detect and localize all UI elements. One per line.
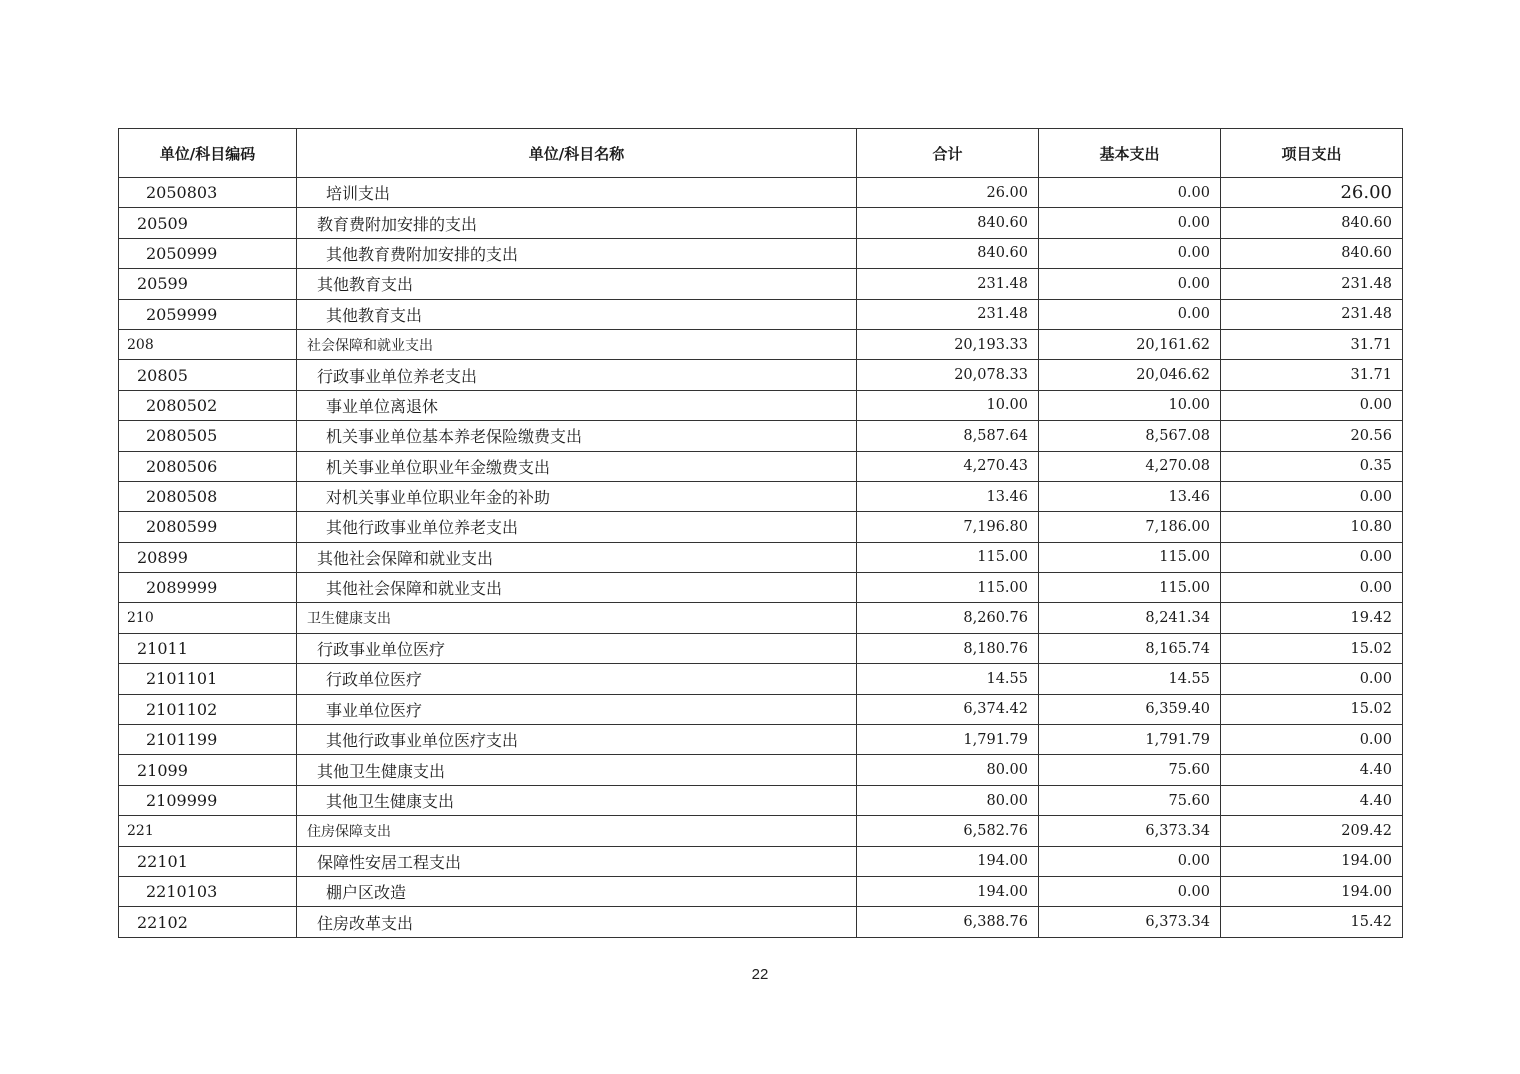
row-project: 15.02 [1221, 694, 1403, 724]
table-row [119, 603, 1403, 633]
row-total: 194.00 [857, 846, 1039, 876]
table-row [119, 694, 1403, 724]
row-basic: 0.00 [1039, 238, 1221, 268]
row-total: 26.00 [857, 178, 1039, 208]
row-project: 840.60 [1221, 208, 1403, 238]
row-code: 20599 [119, 269, 297, 299]
row-code: 210 [119, 603, 297, 633]
table-row [119, 269, 1403, 299]
row-total: 20,078.33 [857, 360, 1039, 390]
row-code: 2109999 [119, 785, 297, 815]
header-basic: 基本支出 [1039, 129, 1221, 178]
table-row [119, 876, 1403, 906]
row-basic: 4,270.08 [1039, 451, 1221, 481]
page-number: 22 [751, 966, 769, 983]
row-project: 0.00 [1221, 573, 1403, 603]
row-basic: 10.00 [1039, 390, 1221, 420]
row-total: 6,388.76 [857, 907, 1039, 937]
table-row [119, 329, 1403, 359]
row-total: 4,270.43 [857, 451, 1039, 481]
row-basic: 115.00 [1039, 573, 1221, 603]
table-row [119, 664, 1403, 694]
row-basic: 6,373.34 [1039, 816, 1221, 846]
row-name: 卫生健康支出 [297, 603, 857, 633]
row-code: 2080505 [119, 421, 297, 451]
row-project: 0.00 [1221, 481, 1403, 511]
table-row [119, 725, 1403, 755]
row-name: 住房改革支出 [297, 907, 857, 937]
row-project: 0.00 [1221, 725, 1403, 755]
table-row [119, 238, 1403, 268]
table-row [119, 299, 1403, 329]
row-project: 0.00 [1221, 390, 1403, 420]
row-code: 2050803 [119, 178, 297, 208]
table-row [119, 208, 1403, 238]
expenditure-table [118, 128, 1403, 938]
row-project: 4.40 [1221, 785, 1403, 815]
row-name: 其他行政事业单位医疗支出 [297, 725, 857, 755]
row-code: 2059999 [119, 299, 297, 329]
row-name: 社会保障和就业支出 [297, 329, 857, 359]
table-row [119, 785, 1403, 815]
row-basic: 13.46 [1039, 481, 1221, 511]
row-basic: 8,165.74 [1039, 633, 1221, 663]
row-name: 机关事业单位基本养老保险缴费支出 [297, 421, 857, 451]
row-total: 80.00 [857, 755, 1039, 785]
row-project: 10.80 [1221, 512, 1403, 542]
row-code: 2080502 [119, 390, 297, 420]
row-project: 15.42 [1221, 907, 1403, 937]
row-project: 209.42 [1221, 816, 1403, 846]
row-code: 2101101 [119, 664, 297, 694]
header-total: 合计 [857, 129, 1039, 178]
table-header-row [119, 129, 1403, 178]
row-code: 21011 [119, 633, 297, 663]
header-project: 项目支出 [1221, 129, 1403, 178]
row-name: 保障性安居工程支出 [297, 846, 857, 876]
table-row [119, 907, 1403, 937]
row-name: 其他教育支出 [297, 299, 857, 329]
row-name: 其他卫生健康支出 [297, 785, 857, 815]
row-name: 对机关事业单位职业年金的补助 [297, 481, 857, 511]
row-name: 其他社会保障和就业支出 [297, 573, 857, 603]
row-code: 2210103 [119, 876, 297, 906]
row-basic: 0.00 [1039, 269, 1221, 299]
row-code: 20899 [119, 542, 297, 572]
row-total: 8,180.76 [857, 633, 1039, 663]
row-project: 19.42 [1221, 603, 1403, 633]
row-name: 其他社会保障和就业支出 [297, 542, 857, 572]
row-code: 208 [119, 329, 297, 359]
row-code: 2080599 [119, 512, 297, 542]
row-basic: 14.55 [1039, 664, 1221, 694]
row-project: 26.00 [1221, 178, 1403, 208]
row-project: 0.35 [1221, 451, 1403, 481]
table-row [119, 360, 1403, 390]
row-basic: 6,373.34 [1039, 907, 1221, 937]
table-row [119, 846, 1403, 876]
table-row [119, 178, 1403, 208]
row-total: 231.48 [857, 299, 1039, 329]
row-code: 2080508 [119, 481, 297, 511]
row-basic: 7,186.00 [1039, 512, 1221, 542]
table-row [119, 481, 1403, 511]
row-name: 棚户区改造 [297, 876, 857, 906]
row-project: 231.48 [1221, 299, 1403, 329]
row-code: 2101102 [119, 694, 297, 724]
table-row [119, 573, 1403, 603]
row-name: 其他教育费附加安排的支出 [297, 238, 857, 268]
row-name: 行政事业单位养老支出 [297, 360, 857, 390]
row-basic: 115.00 [1039, 542, 1221, 572]
row-name: 其他行政事业单位养老支出 [297, 512, 857, 542]
row-name: 教育费附加安排的支出 [297, 208, 857, 238]
table-row [119, 390, 1403, 420]
row-basic: 20,046.62 [1039, 360, 1221, 390]
row-total: 115.00 [857, 573, 1039, 603]
row-basic: 75.60 [1039, 785, 1221, 815]
table-row [119, 542, 1403, 572]
row-code: 21099 [119, 755, 297, 785]
row-total: 20,193.33 [857, 329, 1039, 359]
row-project: 840.60 [1221, 238, 1403, 268]
row-total: 8,587.64 [857, 421, 1039, 451]
row-total: 7,196.80 [857, 512, 1039, 542]
row-project: 31.71 [1221, 360, 1403, 390]
table-row [119, 633, 1403, 663]
row-code: 20509 [119, 208, 297, 238]
table-row [119, 451, 1403, 481]
row-code: 22102 [119, 907, 297, 937]
row-total: 6,374.42 [857, 694, 1039, 724]
header-code: 单位/科目编码 [119, 129, 297, 178]
row-project: 0.00 [1221, 664, 1403, 694]
row-total: 14.55 [857, 664, 1039, 694]
table-row [119, 755, 1403, 785]
row-basic: 0.00 [1039, 876, 1221, 906]
row-name: 培训支出 [297, 178, 857, 208]
row-code: 221 [119, 816, 297, 846]
row-basic: 0.00 [1039, 178, 1221, 208]
row-total: 194.00 [857, 876, 1039, 906]
row-project: 4.40 [1221, 755, 1403, 785]
row-code: 20805 [119, 360, 297, 390]
row-basic: 0.00 [1039, 208, 1221, 238]
row-total: 6,582.76 [857, 816, 1039, 846]
row-total: 1,791.79 [857, 725, 1039, 755]
row-name: 其他卫生健康支出 [297, 755, 857, 785]
row-name: 事业单位离退休 [297, 390, 857, 420]
row-total: 840.60 [857, 208, 1039, 238]
row-basic: 6,359.40 [1039, 694, 1221, 724]
row-basic: 0.00 [1039, 846, 1221, 876]
row-total: 115.00 [857, 542, 1039, 572]
row-name: 其他教育支出 [297, 269, 857, 299]
row-project: 194.00 [1221, 876, 1403, 906]
row-name: 事业单位医疗 [297, 694, 857, 724]
row-name: 住房保障支出 [297, 816, 857, 846]
row-code: 2089999 [119, 573, 297, 603]
row-total: 10.00 [857, 390, 1039, 420]
row-basic: 8,241.34 [1039, 603, 1221, 633]
row-total: 231.48 [857, 269, 1039, 299]
row-basic: 1,791.79 [1039, 725, 1221, 755]
row-total: 840.60 [857, 238, 1039, 268]
row-basic: 75.60 [1039, 755, 1221, 785]
table-body [119, 178, 1403, 938]
row-code: 2050999 [119, 238, 297, 268]
row-code: 2101199 [119, 725, 297, 755]
row-name: 行政事业单位医疗 [297, 633, 857, 663]
row-code: 2080506 [119, 451, 297, 481]
row-basic: 8,567.08 [1039, 421, 1221, 451]
row-project: 0.00 [1221, 542, 1403, 572]
row-project: 15.02 [1221, 633, 1403, 663]
table-row [119, 421, 1403, 451]
row-name: 机关事业单位职业年金缴费支出 [297, 451, 857, 481]
row-total: 8,260.76 [857, 603, 1039, 633]
row-name: 行政单位医疗 [297, 664, 857, 694]
row-project: 31.71 [1221, 329, 1403, 359]
header-name: 单位/科目名称 [297, 129, 857, 178]
row-basic: 0.00 [1039, 299, 1221, 329]
row-total: 80.00 [857, 785, 1039, 815]
table-row [119, 512, 1403, 542]
row-basic: 20,161.62 [1039, 329, 1221, 359]
row-total: 13.46 [857, 481, 1039, 511]
row-project: 194.00 [1221, 846, 1403, 876]
table-row [119, 816, 1403, 846]
row-project: 231.48 [1221, 269, 1403, 299]
row-code: 22101 [119, 846, 297, 876]
row-project: 20.56 [1221, 421, 1403, 451]
